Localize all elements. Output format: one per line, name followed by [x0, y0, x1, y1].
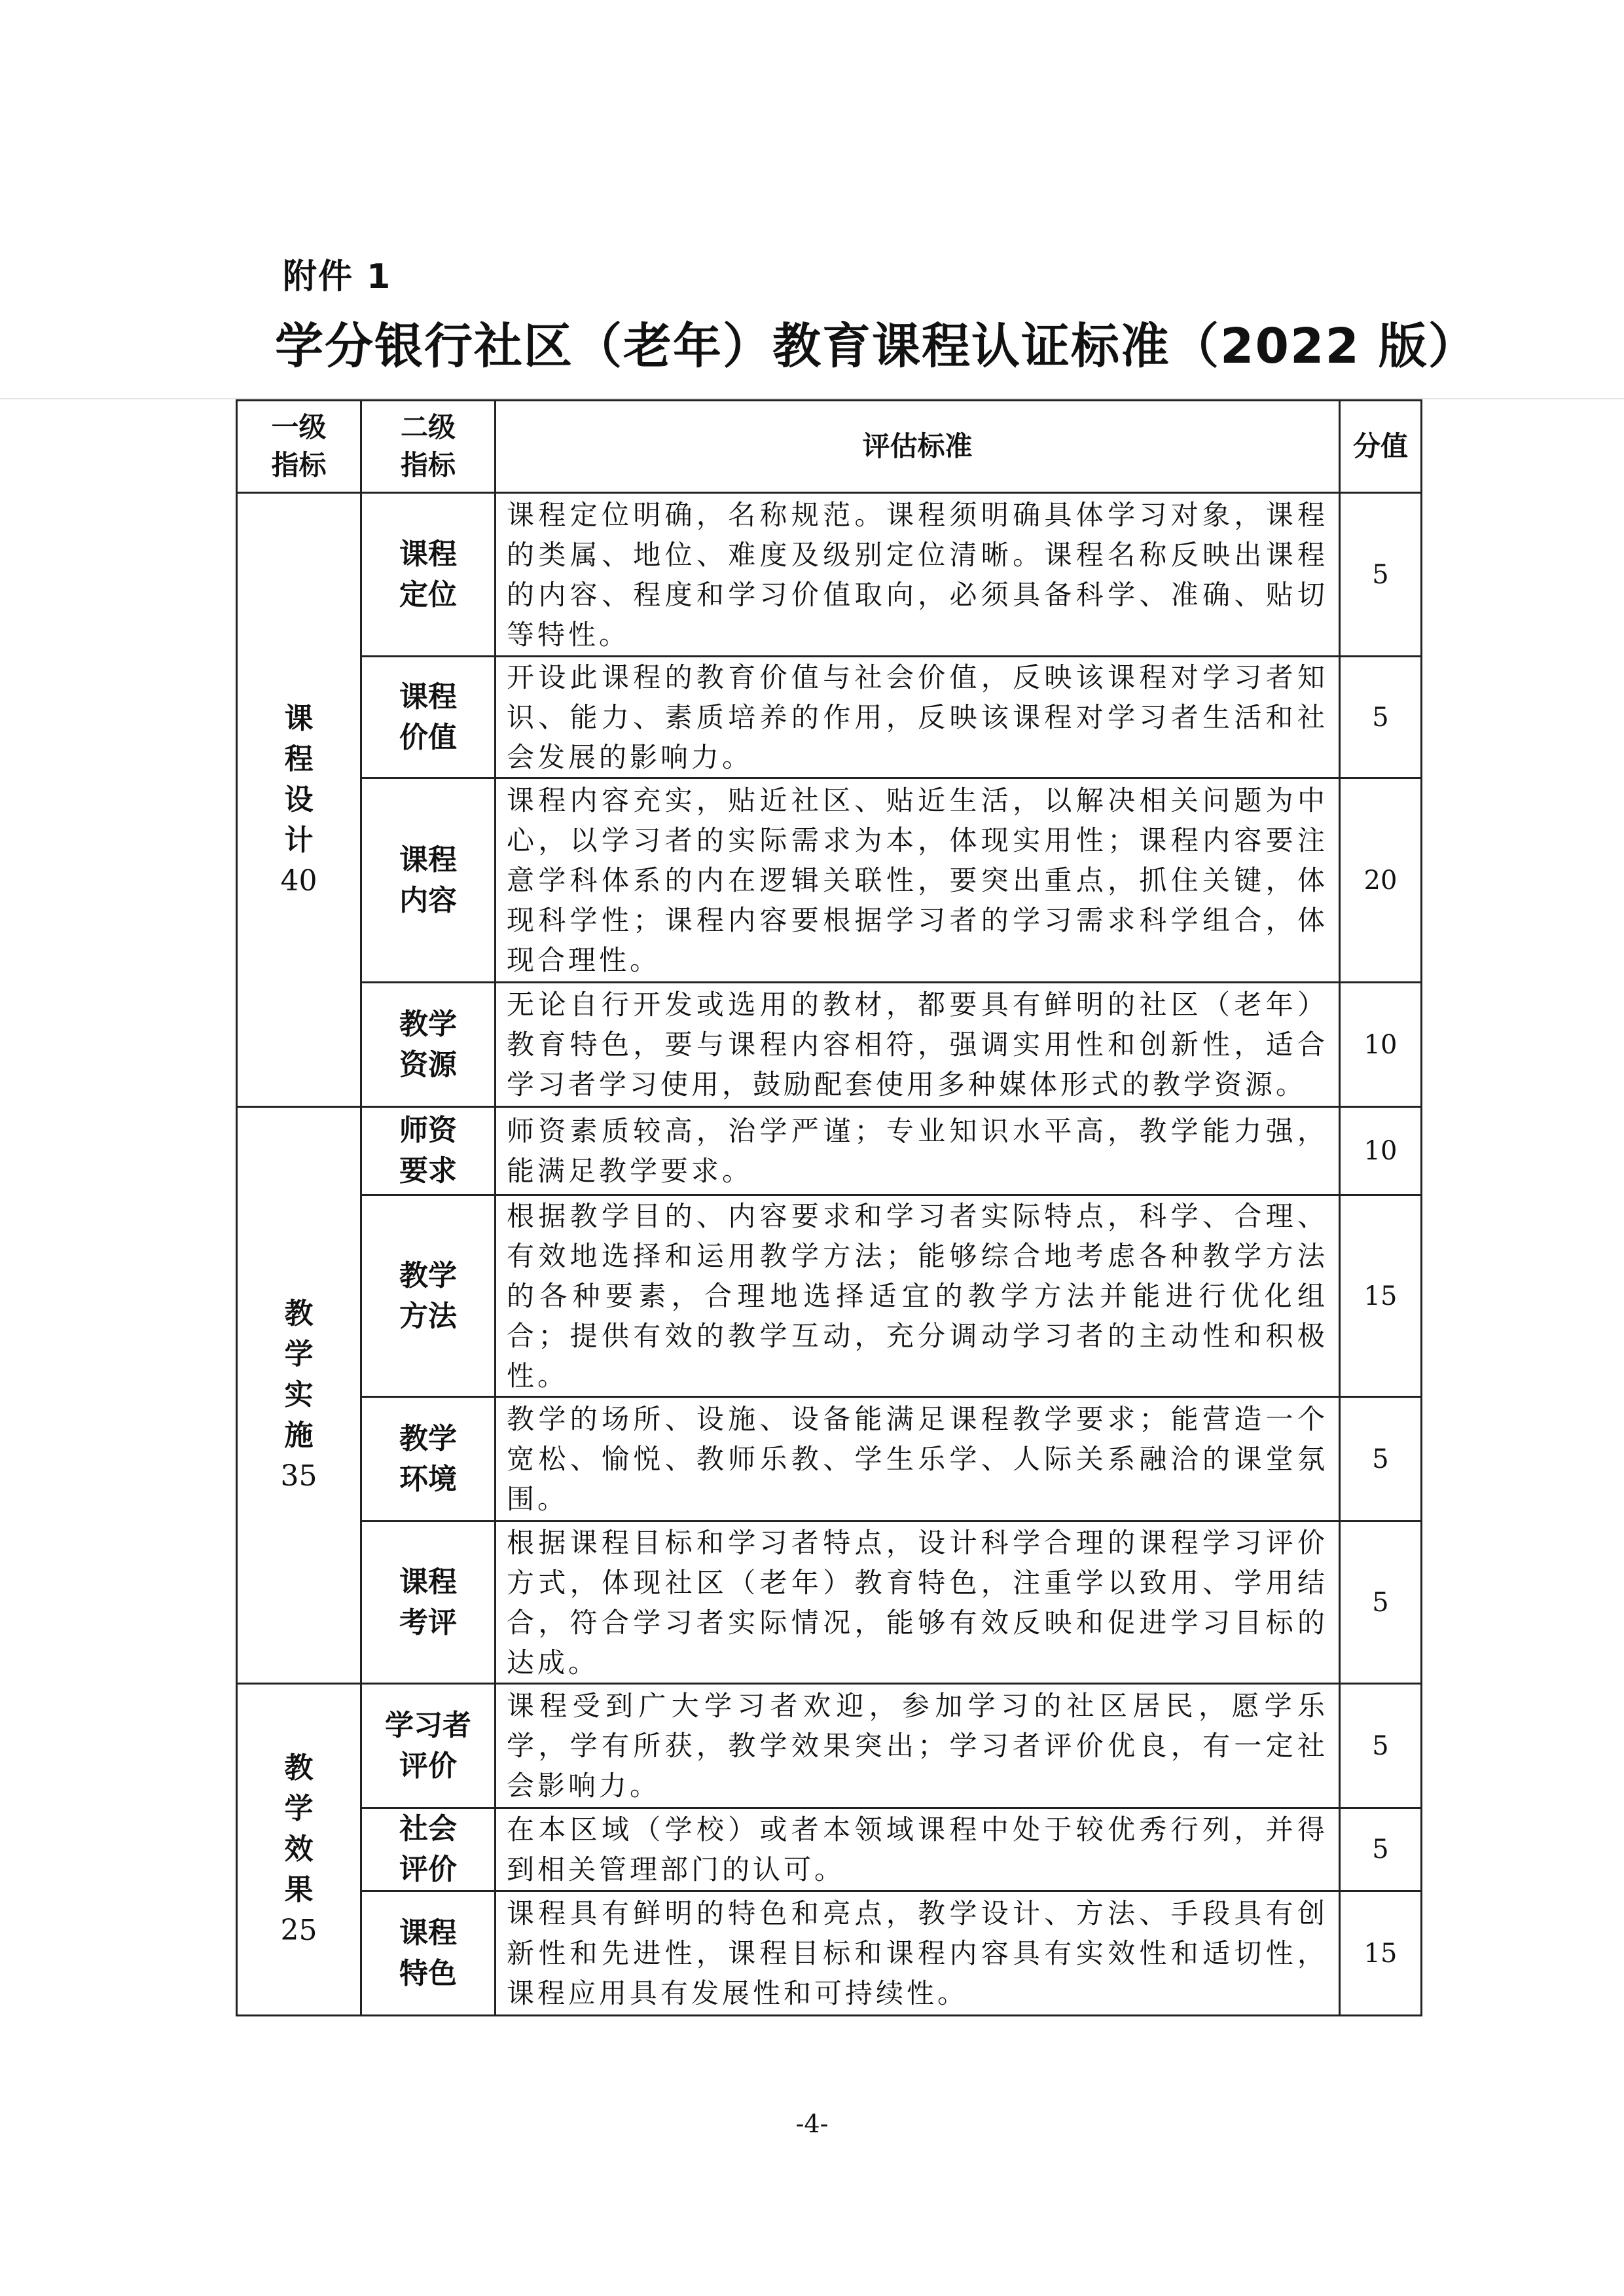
table-row [237, 657, 1422, 778]
evaluation-standard: 课程内容充实，贴近社区、贴近生活，以解决相关问题为中心，以学习者的实际需求为本，体现实用性；课程内容要注意学科体系的内在逻辑关联性，要突出重点，抓住关键，体现科学性；课程内容要根据学习者的学习需求科学组合，体现合理性。 [496, 778, 1340, 983]
score-value: 5 [1340, 493, 1422, 657]
table-row [237, 1195, 1422, 1397]
attachment-label: 附件 1 [283, 257, 392, 297]
table-row [237, 1397, 1422, 1522]
score-value: 5 [1340, 1522, 1422, 1684]
score-value: 5 [1340, 657, 1422, 778]
table-row [237, 493, 1422, 657]
level2-label: 课程考评 [399, 1565, 457, 1639]
table-row [237, 983, 1422, 1107]
evaluation-standard: 无论自行开发或选用的教材，都要具有鲜明的社区（老年）教育特色，要与课程内容相符，强调实用性和创新性，适合学习者学习使用，鼓励配套使用多种媒体形式的教学资源。 [496, 983, 1340, 1107]
level2-label: 课程定位 [399, 537, 457, 611]
evaluation-standard: 课程具有鲜明的特色和亮点，教学设计、方法、手段具有创新性和先进性，课程目标和课程内容具有实效性和适切性，课程应用具有发展性和可持续性。 [496, 1891, 1340, 2016]
level1-indicator [237, 1107, 361, 1684]
level1-name: 教学效果 [284, 1751, 314, 1906]
page-title: 学分银行社区（老年）教育课程认证标准（2022 版） [275, 318, 1478, 374]
header-level1: 一级指标 [237, 401, 361, 493]
evaluation-standard: 师资素质较高，治学严谨；专业知识水平高，教学能力强，能满足教学要求。 [496, 1107, 1340, 1195]
table-row [237, 1808, 1422, 1891]
score-value: 20 [1340, 778, 1422, 983]
level2-indicator [361, 983, 496, 1107]
table-header-row [237, 401, 1422, 493]
table-row [237, 1522, 1422, 1684]
header-score: 分值 [1340, 401, 1422, 493]
score-value: 10 [1340, 983, 1422, 1107]
level2-indicator [361, 1397, 496, 1522]
level2-label: 学习者评价 [385, 1708, 471, 1783]
level2-label: 社会评价 [399, 1812, 457, 1886]
level1-indicator [237, 493, 361, 1107]
level2-label: 教学环境 [399, 1421, 457, 1496]
level1-indicator [237, 1684, 361, 2016]
score-value: 5 [1340, 1684, 1422, 1808]
level2-indicator [361, 1107, 496, 1195]
level2-label: 教学方法 [399, 1258, 457, 1333]
level2-indicator [361, 1891, 496, 2016]
score-value: 5 [1340, 1397, 1422, 1522]
evaluation-standard: 教学的场所、设施、设备能满足课程教学要求；能营造一个宽松、愉悦、教师乐教、学生乐学、人际关系融洽的课堂氛围。 [496, 1397, 1340, 1522]
level2-label: 课程价值 [399, 680, 457, 754]
criteria-table [236, 399, 1422, 2016]
level1-name: 教学实施 [284, 1297, 314, 1452]
level1-points: 35 [280, 1459, 317, 1493]
evaluation-standard: 根据教学目的、内容要求和学习者实际特点，科学、合理、有效地选择和运用教学方法；能够综合地考虑各种教学方法的各种要素，合理地选择适宜的教学方法并能进行优化组合；提供有效的教学互动，充分调动学习者的主动性和积极性。 [496, 1195, 1340, 1397]
table-body [237, 493, 1422, 2016]
table-row [237, 778, 1422, 983]
score-value: 10 [1340, 1107, 1422, 1195]
score-value: 15 [1340, 1195, 1422, 1397]
level2-label: 教学资源 [399, 1007, 457, 1082]
evaluation-standard: 开设此课程的教育价值与社会价值，反映该课程对学习者知识、能力、素质培养的作用，反映该课程对学习者生活和社会发展的影响力。 [496, 657, 1340, 778]
level1-points: 25 [280, 1914, 317, 1947]
evaluation-standard: 课程受到广大学习者欢迎，参加学习的社区居民，愿学乐学，学有所获，教学效果突出；学习者评价优良，有一定社会影响力。 [496, 1684, 1340, 1808]
level2-indicator [361, 1808, 496, 1891]
level2-indicator [361, 1684, 496, 1808]
header-standard: 评估标准 [496, 401, 1340, 493]
level2-label: 师资要求 [399, 1114, 457, 1188]
evaluation-standard: 在本区域（学校）或者本领域课程中处于较优秀行列，并得到相关管理部门的认可。 [496, 1808, 1340, 1891]
score-value: 15 [1340, 1891, 1422, 2016]
level2-indicator [361, 1195, 496, 1397]
level2-indicator [361, 657, 496, 778]
level2-indicator [361, 1522, 496, 1684]
level2-indicator [361, 778, 496, 983]
level2-label: 课程内容 [399, 843, 457, 917]
page-number: -4- [795, 2109, 829, 2138]
score-value: 5 [1340, 1808, 1422, 1891]
level1-name: 课程设计 [284, 701, 314, 857]
evaluation-standard: 课程定位明确，名称规范。课程须明确具体学习对象，课程的类属、地位、难度及级别定位清晰。课程名称反映出课程的内容、程度和学习价值取向，必须具备科学、准确、贴切等特性。 [496, 493, 1340, 657]
level1-points: 40 [280, 864, 317, 898]
table-row [237, 1684, 1422, 1808]
evaluation-standard: 根据课程目标和学习者特点，设计科学合理的课程学习评价方式，体现社区（老年）教育特色，注重学以致用、学用结合，符合学习者实际情况，能够有效反映和促进学习目标的达成。 [496, 1522, 1340, 1684]
level2-indicator [361, 493, 496, 657]
table-row [237, 1891, 1422, 2016]
table-row [237, 1107, 1422, 1195]
header-level2: 二级指标 [361, 401, 496, 493]
level2-label: 课程特色 [399, 1916, 457, 1990]
